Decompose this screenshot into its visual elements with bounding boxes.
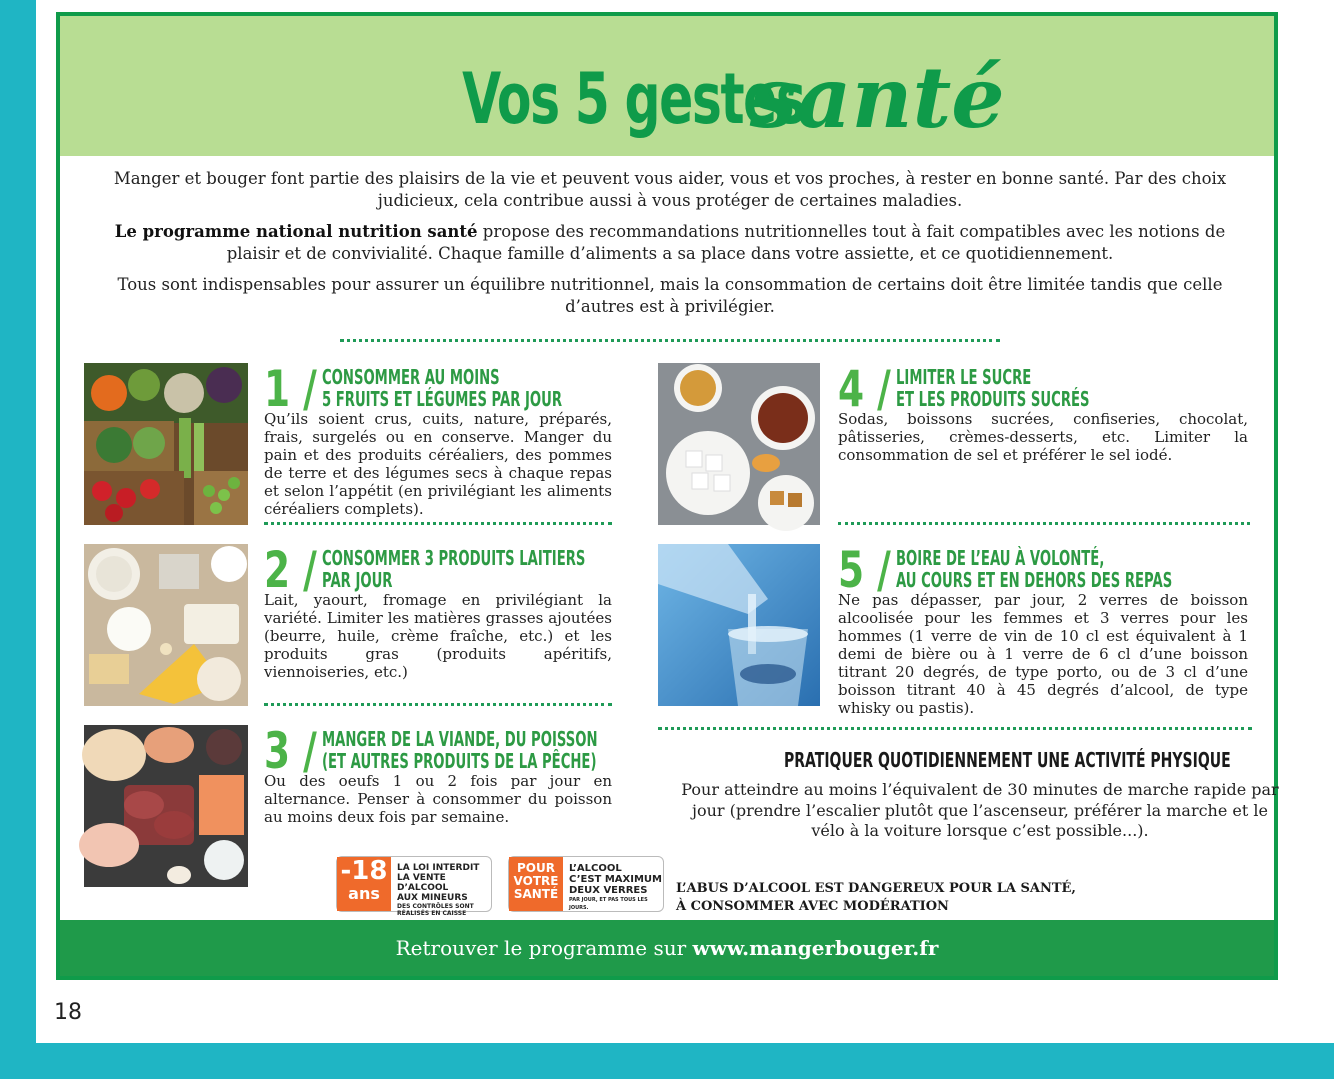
item-1 [264, 360, 612, 526]
item-2-number: 2 / [264, 541, 317, 599]
divider [340, 339, 1000, 342]
item-1-body: Qu’ils soient crus, cuits, nature, préparés, frais, surgelés ou en conserve. Manger du pain et des produits céréaliers, des pommes de terre et des légumes secs à chaque repas et selon l’appétit (en privilégiant les aliments céréaliers complets). [264, 410, 612, 518]
item-3 [264, 722, 612, 848]
alcohol-limit-badge [508, 856, 664, 912]
item-5-heading [896, 547, 1172, 591]
water-image [658, 544, 820, 706]
alcohol-warning-line-1: L’ABUS D’ALCOOL EST DANGEREUX POUR LA SANTÉ, [676, 881, 1076, 896]
item-2-heading-line-1: CONSOMMER 3 PRODUITS LAITIERS [322, 546, 586, 570]
item-1-heading-line-2: 5 FRUITS ET LÉGUMES PAR JOUR [322, 387, 563, 411]
intro-text [90, 168, 1250, 327]
item-1-heading-line-1: CONSOMMER AU MOINS [322, 365, 500, 389]
item-4-heading-line-2: ET LES PRODUITS SUCRÉS [896, 387, 1090, 411]
item-5-heading-line-1: BOIRE DE L’EAU À VOLONTÉ, [896, 546, 1105, 570]
divider [658, 727, 1252, 730]
alcohol-warning [676, 880, 1076, 916]
item-5 [838, 541, 1252, 717]
sugar-image [658, 363, 820, 525]
alcohol-limit-text [569, 863, 663, 912]
title-band [60, 16, 1274, 156]
item-5-number: 5 / [838, 541, 891, 599]
item-2-heading [322, 547, 585, 591]
alcohol-limit-line-4: PAR JOUR, ET PAS TOUS LES JOURS. [569, 897, 648, 911]
page [36, 0, 1334, 1043]
alcohol-limit-line-1: L’ALCOOL [569, 863, 622, 874]
divider [264, 522, 612, 525]
meat-fish-image [84, 725, 248, 887]
item-4-heading [896, 366, 1090, 410]
activity-text: Pour atteindre au moins l’équivalent de 30 minutes de marche rapide par jour (prendre l’escalier plutôt que l’ascenseur, préférer la marche et le vélo à la voiture lorsque c’est possible...). [681, 780, 1279, 840]
programme-name: Le programme national nutrition santé [114, 222, 478, 241]
health-line-3: SANTÉ [513, 887, 559, 901]
page-number: 18 [54, 1000, 82, 1025]
footer-band [60, 920, 1274, 976]
intro-paragraph-2 [90, 221, 1250, 265]
water-photo [658, 544, 820, 706]
dairy-products-image [84, 544, 248, 706]
item-4-heading-line-1: LIMITER LE SUCRE [896, 365, 1032, 389]
minors-age-block [337, 857, 391, 911]
health-card [56, 12, 1278, 980]
intro-paragraph-3: Tous sont indispensables pour assurer un équilibre nutritionnel, mais la consommation de certains doit être limitée tandis que celle d’autres est à privilégier. [117, 275, 1223, 316]
health-line-2: VOTRE [513, 874, 559, 888]
item-3-heading-line-1: MANGER DE LA VIANDE, DU POISSON [322, 727, 598, 751]
health-block [509, 857, 563, 911]
item-4-body: Sodas, boissons sucrées, confiseries, chocolat, pâtisseries, crèmes-desserts, etc. Limiter la consommation de sel et préférer le sel iodé. [838, 410, 1248, 464]
minors-age-unit: ans [348, 884, 380, 903]
minors-law-line-1: LA LOI INTERDIT [397, 863, 480, 873]
minors-law-badge [336, 856, 492, 917]
footer-prefix: Retrouver le programme sur [395, 936, 693, 960]
divider [264, 703, 612, 706]
alcohol-limit-line-3: DEUX VERRES [569, 885, 648, 896]
item-1-number: 1 / [264, 360, 317, 418]
item-4 [838, 360, 1252, 526]
intro-paragraph-1: Manger et bouger font partie des plaisirs de la vie et peuvent vous aider, vous et vos proches, à rester en bonne santé. Par des choix judicieux, cela contribue aussi à vous protéger de certaines maladies. [113, 169, 1227, 210]
item-5-heading-line-2: AU COURS ET EN DEHORS DES REPAS [896, 568, 1173, 592]
minors-law-line-2: LA VENTE D’ALCOOL [397, 873, 449, 893]
minors-law-line-3: AUX MINEURS [397, 893, 468, 903]
divider [838, 522, 1250, 525]
dairy-products-photo [84, 544, 248, 706]
minors-age-number: -18 [340, 856, 388, 886]
fruits-vegetables-image [84, 363, 248, 525]
item-5-body: Ne pas dépasser, par jour, 2 verres de boisson alcoolisée pour les femmes et 3 verres pour les hommes (1 verre de vin de 10 cl est équivalent à 1 demi de bière ou à 1 verre de 6 cl d’une boisson titrant 20 degrés, de type porto, ou de 3 cl d’une boisson titrant 40 à 45 degrés d’alcool, de type whisky ou pastis). [838, 591, 1248, 717]
item-3-heading [322, 728, 598, 772]
page-title: Vos 5 gestes [462, 58, 805, 140]
item-4-number: 4 / [838, 360, 891, 418]
footer-link[interactable]: www.mangerbouger.fr [692, 936, 939, 960]
activity-heading: PRATIQUER QUOTIDIENNEMENT UNE ACTIVITÉ PHYSIQUE [784, 748, 1231, 772]
page-title-script: santé [749, 48, 1005, 147]
item-3-number: 3 / [264, 722, 317, 780]
item-2-body: Lait, yaourt, fromage en privilégiant la variété. Limiter les matières grasses ajoutées (beurre, huile, crème fraîche, etc.) et les produits gras (produits apéritifs, viennoiseries, etc.) [264, 591, 612, 681]
item-3-heading-line-2: (ET AUTRES PRODUITS DE LA PÊCHE) [322, 749, 597, 773]
minors-law-line-4: DES CONTRÔLES SONT [397, 903, 474, 910]
item-1-heading [322, 366, 562, 410]
sugar-photo [658, 363, 820, 525]
intro-paragraph-2-rest: propose des recommandations nutritionnelles tout à fait compatibles avec les notions de plaisir et de convivialité. Chaque famille d’aliments a sa place dans votre assiette, et ce quotidiennement. [226, 222, 1226, 263]
meat-fish-photo [84, 725, 248, 887]
minors-law-text [397, 863, 491, 917]
item-2-heading-line-2: PAR JOUR [322, 568, 393, 592]
minors-law-line-5: RÉALISÉS EN CAISSE [397, 910, 467, 917]
health-line-1: POUR [517, 861, 555, 875]
alcohol-limit-line-2: C’EST MAXIMUM [569, 874, 662, 885]
item-3-body: Ou des oeufs 1 ou 2 fois par jour en alternance. Penser à consommer du poisson au moins deux fois par semaine. [264, 772, 612, 826]
alcohol-warning-line-2: À CONSOMMER AVEC MODÉRATION [676, 899, 949, 914]
fruits-vegetables-photo [84, 363, 248, 525]
item-2 [264, 541, 612, 707]
